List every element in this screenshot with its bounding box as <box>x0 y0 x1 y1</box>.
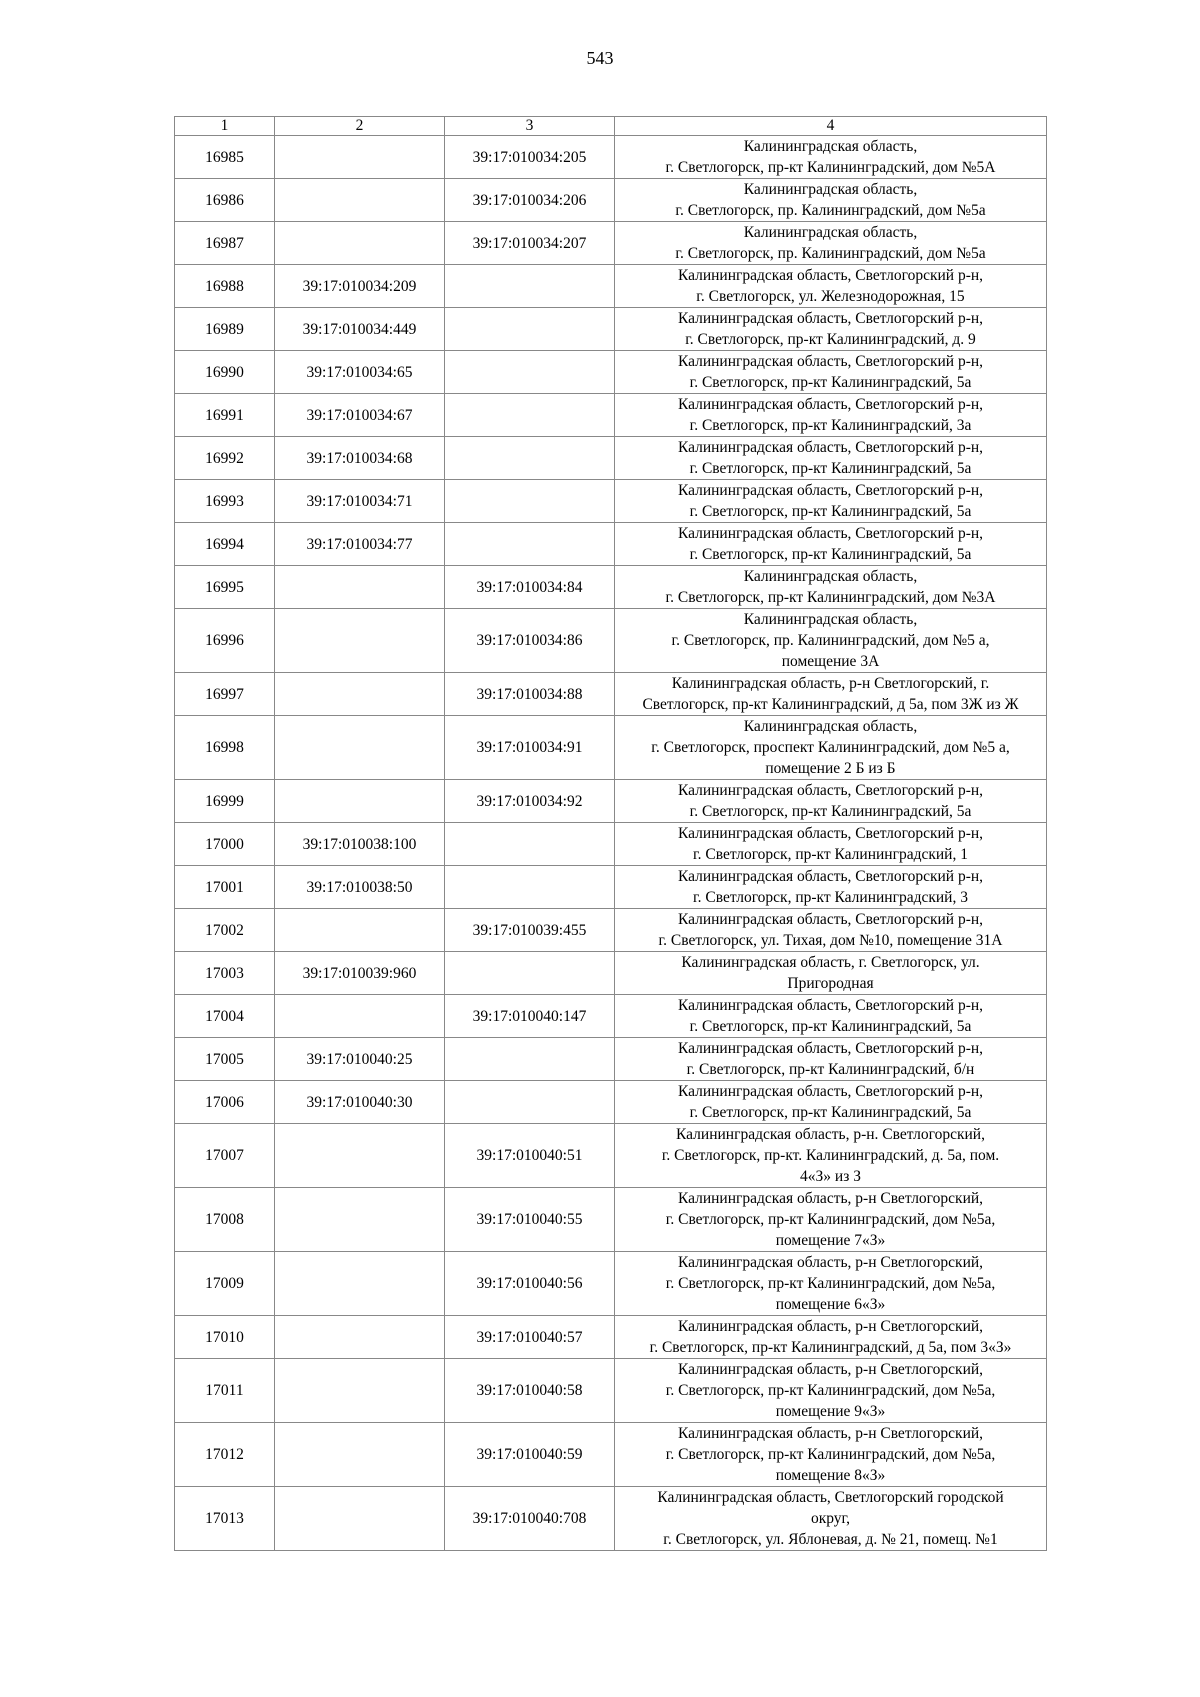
cadastral-number-col2-cell: 39:17:010034:71 <box>275 480 445 523</box>
cadastral-number-col3-cell: 39:17:010034:86 <box>445 609 615 673</box>
table-row <box>175 480 1047 523</box>
cadastral-number-col2-cell <box>275 1188 445 1252</box>
address-line: г. Светлогорск, пр-кт Калининградский, д. 9 <box>685 331 976 348</box>
cadastral-number-col2-cell <box>275 780 445 823</box>
address-line: Калининградская область, г. Светлогорск, ул. <box>681 954 980 971</box>
table-row <box>175 1081 1047 1124</box>
cadastral-number-col3-cell: 39:17:010034:207 <box>445 222 615 265</box>
table-row <box>175 136 1047 179</box>
address-line: г. Светлогорск, ул. Тихая, дом №10, помещение 31А <box>658 932 1003 949</box>
row-number-cell: 17007 <box>175 1124 275 1188</box>
table-row <box>175 1423 1047 1487</box>
address-line: Калининградская область, р-н Светлогорский, <box>677 1318 984 1335</box>
cadastral-number-col2-cell: 39:17:010038:50 <box>275 866 445 909</box>
row-number-cell: 16985 <box>175 136 275 179</box>
address-line: г. Светлогорск, пр-кт. Калининградский, д. 5а, пом. <box>661 1147 1000 1164</box>
table-row <box>175 823 1047 866</box>
registry-table <box>174 116 1047 1551</box>
address-line: Калининградская область, Светлогорский р-н, <box>677 396 984 413</box>
address-line: Калининградская область, Светлогорский р-н, <box>677 997 984 1014</box>
row-number-cell: 16988 <box>175 265 275 308</box>
column-header-3: 3 <box>445 117 615 136</box>
cadastral-number-col2-cell <box>275 716 445 780</box>
cadastral-number-col3-cell <box>445 1081 615 1124</box>
address-line: Светлогорск, пр-кт Калининградский, д 5а, пом 3Ж из Ж <box>642 696 1019 713</box>
cadastral-number-col3-cell: 39:17:010040:55 <box>445 1188 615 1252</box>
address-line: г. Светлогорск, пр-кт Калининградский, 5а <box>689 374 972 391</box>
address-line: Калининградская область, Светлогорский р-н, <box>677 911 984 928</box>
table-row <box>175 437 1047 480</box>
page-number: 543 <box>586 48 614 68</box>
address-line: г. Светлогорск, пр-кт Калининградский, дом №5а, <box>665 1382 996 1399</box>
address-cell <box>615 1188 1047 1252</box>
cadastral-number-col2-cell <box>275 136 445 179</box>
table-row <box>175 1188 1047 1252</box>
cadastral-number-col3-cell: 39:17:010040:57 <box>445 1316 615 1359</box>
address-cell <box>615 1252 1047 1316</box>
address-cell <box>615 480 1047 523</box>
cadastral-number-col3-cell: 39:17:010040:51 <box>445 1124 615 1188</box>
table-row <box>175 866 1047 909</box>
address-cell <box>615 265 1047 308</box>
address-line: Калининградская область, р-н Светлогорский, <box>677 1361 984 1378</box>
address-line: Калининградская область, <box>743 568 918 585</box>
address-cell <box>615 1487 1047 1551</box>
row-number-cell: 17005 <box>175 1038 275 1081</box>
row-number-cell: 16994 <box>175 523 275 566</box>
cadastral-number-col2-cell <box>275 179 445 222</box>
cadastral-number-col3-cell <box>445 351 615 394</box>
table-row <box>175 1124 1047 1188</box>
table-row <box>175 1252 1047 1316</box>
address-cell <box>615 1124 1047 1188</box>
cadastral-number-col3-cell: 39:17:010034:91 <box>445 716 615 780</box>
cadastral-number-col2-cell: 39:17:010034:67 <box>275 394 445 437</box>
address-cell <box>615 1316 1047 1359</box>
cadastral-number-col2-cell: 39:17:010040:30 <box>275 1081 445 1124</box>
table-row <box>175 1316 1047 1359</box>
address-line: г. Светлогорск, пр-кт Калининградский, 1 <box>693 846 968 863</box>
address-line: г. Светлогорск, ул. Яблоневая, д. № 21, помещ. №1 <box>663 1531 998 1548</box>
address-line: помещение 2 Б из Б <box>765 760 896 777</box>
cadastral-number-col2-cell <box>275 1423 445 1487</box>
address-line: Калининградская область, р-н Светлогорский, <box>677 1254 984 1271</box>
row-number-cell: 16999 <box>175 780 275 823</box>
address-line: помещение 8«З» <box>775 1467 886 1484</box>
cadastral-number-col2-cell <box>275 1252 445 1316</box>
address-line: Калининградская область, Светлогорский р-н, <box>677 353 984 370</box>
table-row <box>175 716 1047 780</box>
cadastral-number-col2-cell: 39:17:010034:209 <box>275 265 445 308</box>
cadastral-number-col3-cell: 39:17:010040:708 <box>445 1487 615 1551</box>
address-line: г. Светлогорск, пр-кт Калининградский, 5а <box>689 1018 972 1035</box>
table-row <box>175 609 1047 673</box>
cadastral-number-col3-cell <box>445 265 615 308</box>
address-line: Калининградская область, <box>743 611 918 628</box>
column-header-4: 4 <box>615 117 1047 136</box>
row-number-cell: 16997 <box>175 673 275 716</box>
cadastral-number-col2-cell <box>275 673 445 716</box>
address-cell <box>615 1081 1047 1124</box>
row-number-cell: 17008 <box>175 1188 275 1252</box>
address-line: округ, <box>810 1510 851 1527</box>
row-number-cell: 16995 <box>175 566 275 609</box>
address-line: г. Светлогорск, пр-кт Калининградский, б/н <box>686 1061 975 1078</box>
address-cell <box>615 716 1047 780</box>
address-line: Калининградская область, Светлогорский р-н, <box>677 782 984 799</box>
address-line: Калининградская область, р-н Светлогорский, <box>677 1190 984 1207</box>
row-number-cell: 17001 <box>175 866 275 909</box>
table-row <box>175 566 1047 609</box>
cadastral-number-col3-cell <box>445 523 615 566</box>
address-line: Калининградская область, Светлогорский р-н, <box>677 868 984 885</box>
address-line: г. Светлогорск, пр-кт Калининградский, д 5а, пом 3«З» <box>649 1339 1012 1356</box>
row-number-cell: 17003 <box>175 952 275 995</box>
cadastral-number-col2-cell: 39:17:010038:100 <box>275 823 445 866</box>
address-cell <box>615 780 1047 823</box>
address-line: Калининградская область, Светлогорский р-н, <box>677 267 984 284</box>
address-cell <box>615 394 1047 437</box>
address-line: помещение 6«З» <box>775 1296 886 1313</box>
address-cell <box>615 952 1047 995</box>
cadastral-number-col2-cell <box>275 995 445 1038</box>
address-line: г. Светлогорск, пр-кт Калининградский, 3 <box>693 889 968 906</box>
cadastral-number-col2-cell <box>275 1124 445 1188</box>
cadastral-number-col3-cell: 39:17:010040:56 <box>445 1252 615 1316</box>
address-line: Калининградская область, р-н Светлогорский, г. <box>671 675 990 692</box>
address-cell <box>615 609 1047 673</box>
address-line: 4«З» из З <box>800 1168 861 1185</box>
address-line: г. Светлогорск, пр. Калининградский, дом №5а <box>675 202 986 219</box>
column-header-1: 1 <box>175 117 275 136</box>
cadastral-number-col3-cell <box>445 952 615 995</box>
address-line: г. Светлогорск, пр-кт Калининградский, дом №5А <box>665 159 996 176</box>
row-number-cell: 16991 <box>175 394 275 437</box>
table-row <box>175 673 1047 716</box>
address-cell <box>615 566 1047 609</box>
row-number-cell: 17010 <box>175 1316 275 1359</box>
address-cell <box>615 995 1047 1038</box>
address-line: г. Светлогорск, пр-кт Калининградский, дом №5а, <box>665 1446 996 1463</box>
address-line: Калининградская область, р-н Светлогорский, <box>677 1425 984 1442</box>
address-line: Калининградская область, Светлогорский городской <box>657 1489 1004 1506</box>
row-number-cell: 17004 <box>175 995 275 1038</box>
address-line: г. Светлогорск, пр-кт Калининградский, дом №5а, <box>665 1211 996 1228</box>
address-line: Калининградская область, Светлогорский р-н, <box>677 310 984 327</box>
address-cell <box>615 909 1047 952</box>
address-line: г. Светлогорск, ул. Железнодорожная, 15 <box>696 288 965 305</box>
table-row <box>175 1038 1047 1081</box>
cadastral-number-col3-cell <box>445 823 615 866</box>
address-line: г. Светлогорск, пр-кт Калининградский, дом №3А <box>665 589 996 606</box>
cadastral-number-col2-cell: 39:17:010034:68 <box>275 437 445 480</box>
address-line: Калининградская область, р-н. Светлогорский, <box>676 1126 985 1143</box>
address-line: помещение 9«З» <box>775 1403 886 1420</box>
cadastral-number-col3-cell: 39:17:010039:455 <box>445 909 615 952</box>
address-cell <box>615 308 1047 351</box>
cadastral-number-col2-cell: 39:17:010040:25 <box>275 1038 445 1081</box>
cadastral-number-col3-cell: 39:17:010040:147 <box>445 995 615 1038</box>
address-cell <box>615 222 1047 265</box>
address-cell <box>615 351 1047 394</box>
table-row <box>175 952 1047 995</box>
row-number-cell: 17012 <box>175 1423 275 1487</box>
row-number-cell: 16998 <box>175 716 275 780</box>
cadastral-number-col2-cell <box>275 566 445 609</box>
cadastral-number-col2-cell: 39:17:010034:77 <box>275 523 445 566</box>
cadastral-number-col2-cell: 39:17:010034:449 <box>275 308 445 351</box>
address-cell <box>615 523 1047 566</box>
address-line: г. Светлогорск, проспект Калининградский, дом №5 а, <box>651 739 1010 756</box>
table-header-row <box>175 117 1047 136</box>
table-row <box>175 308 1047 351</box>
row-number-cell: 17006 <box>175 1081 275 1124</box>
row-number-cell: 16986 <box>175 179 275 222</box>
address-line: г. Светлогорск, пр-кт Калининградский, дом №5а, <box>665 1275 996 1292</box>
row-number-cell: 17002 <box>175 909 275 952</box>
row-number-cell: 16987 <box>175 222 275 265</box>
cadastral-number-col3-cell: 39:17:010034:84 <box>445 566 615 609</box>
row-number-cell: 16993 <box>175 480 275 523</box>
address-cell <box>615 179 1047 222</box>
row-number-cell: 17011 <box>175 1359 275 1423</box>
address-line: Калининградская область, <box>743 181 918 198</box>
cadastral-number-col3-cell: 39:17:010040:59 <box>445 1423 615 1487</box>
row-number-cell: 17000 <box>175 823 275 866</box>
address-cell <box>615 866 1047 909</box>
row-number-cell: 16989 <box>175 308 275 351</box>
address-line: помещение 7«З» <box>775 1232 886 1249</box>
cadastral-number-col2-cell: 39:17:010039:960 <box>275 952 445 995</box>
cadastral-number-col3-cell: 39:17:010040:58 <box>445 1359 615 1423</box>
address-line: г. Светлогорск, пр-кт Калининградский, 5а <box>689 460 972 477</box>
cadastral-number-col3-cell: 39:17:010034:206 <box>445 179 615 222</box>
row-number-cell: 16996 <box>175 609 275 673</box>
address-line: Калининградская область, Светлогорский р-н, <box>677 525 984 542</box>
address-line: г. Светлогорск, пр-кт Калининградский, 3а <box>689 417 972 434</box>
address-line: Калининградская область, Светлогорский р-н, <box>677 1040 984 1057</box>
cadastral-number-col3-cell: 39:17:010034:92 <box>445 780 615 823</box>
address-line: помещение 3А <box>781 653 880 670</box>
address-cell <box>615 1423 1047 1487</box>
cadastral-number-col2-cell <box>275 222 445 265</box>
address-line: Пригородная <box>787 975 874 992</box>
address-cell <box>615 1359 1047 1423</box>
cadastral-number-col2-cell <box>275 909 445 952</box>
cadastral-number-col3-cell <box>445 866 615 909</box>
address-line: Калининградская область, Светлогорский р-н, <box>677 439 984 456</box>
cadastral-number-col3-cell: 39:17:010034:205 <box>445 136 615 179</box>
cadastral-number-col2-cell <box>275 1316 445 1359</box>
cadastral-number-col3-cell <box>445 394 615 437</box>
cadastral-number-col2-cell <box>275 1487 445 1551</box>
address-line: г. Светлогорск, пр-кт Калининградский, 5а <box>689 503 972 520</box>
table-row <box>175 995 1047 1038</box>
address-line: Калининградская область, Светлогорский р-н, <box>677 825 984 842</box>
cadastral-number-col2-cell: 39:17:010034:65 <box>275 351 445 394</box>
address-line: г. Светлогорск, пр-кт Калининградский, 5а <box>689 546 972 563</box>
address-line: г. Светлогорск, пр. Калининградский, дом №5 а, <box>671 632 990 649</box>
table-row <box>175 523 1047 566</box>
address-line: г. Светлогорск, пр. Калининградский, дом №5а <box>675 245 986 262</box>
cadastral-number-col2-cell <box>275 609 445 673</box>
table-body <box>175 136 1047 1551</box>
cadastral-number-col3-cell <box>445 437 615 480</box>
cadastral-number-col3-cell <box>445 480 615 523</box>
row-number-cell: 16992 <box>175 437 275 480</box>
table-row <box>175 1487 1047 1551</box>
address-cell <box>615 1038 1047 1081</box>
address-cell <box>615 136 1047 179</box>
address-line: г. Светлогорск, пр-кт Калининградский, 5а <box>689 803 972 820</box>
cadastral-number-col2-cell <box>275 1359 445 1423</box>
cadastral-number-col3-cell <box>445 308 615 351</box>
table-row <box>175 394 1047 437</box>
table-row <box>175 222 1047 265</box>
address-line: Калининградская область, <box>743 224 918 241</box>
row-number-cell: 16990 <box>175 351 275 394</box>
cadastral-number-col3-cell: 39:17:010034:88 <box>445 673 615 716</box>
address-line: Калининградская область, <box>743 718 918 735</box>
address-line: Калининградская область, <box>743 138 918 155</box>
table-row <box>175 179 1047 222</box>
address-cell <box>615 823 1047 866</box>
address-line: Калининградская область, Светлогорский р-н, <box>677 482 984 499</box>
table-row <box>175 780 1047 823</box>
table-row <box>175 265 1047 308</box>
cadastral-number-col3-cell <box>445 1038 615 1081</box>
table-row <box>175 1359 1047 1423</box>
row-number-cell: 17013 <box>175 1487 275 1551</box>
table-row <box>175 909 1047 952</box>
row-number-cell: 17009 <box>175 1252 275 1316</box>
address-cell <box>615 673 1047 716</box>
column-header-2: 2 <box>275 117 445 136</box>
address-cell <box>615 437 1047 480</box>
address-line: г. Светлогорск, пр-кт Калининградский, 5а <box>689 1104 972 1121</box>
address-line: Калининградская область, Светлогорский р-н, <box>677 1083 984 1100</box>
table-row <box>175 351 1047 394</box>
